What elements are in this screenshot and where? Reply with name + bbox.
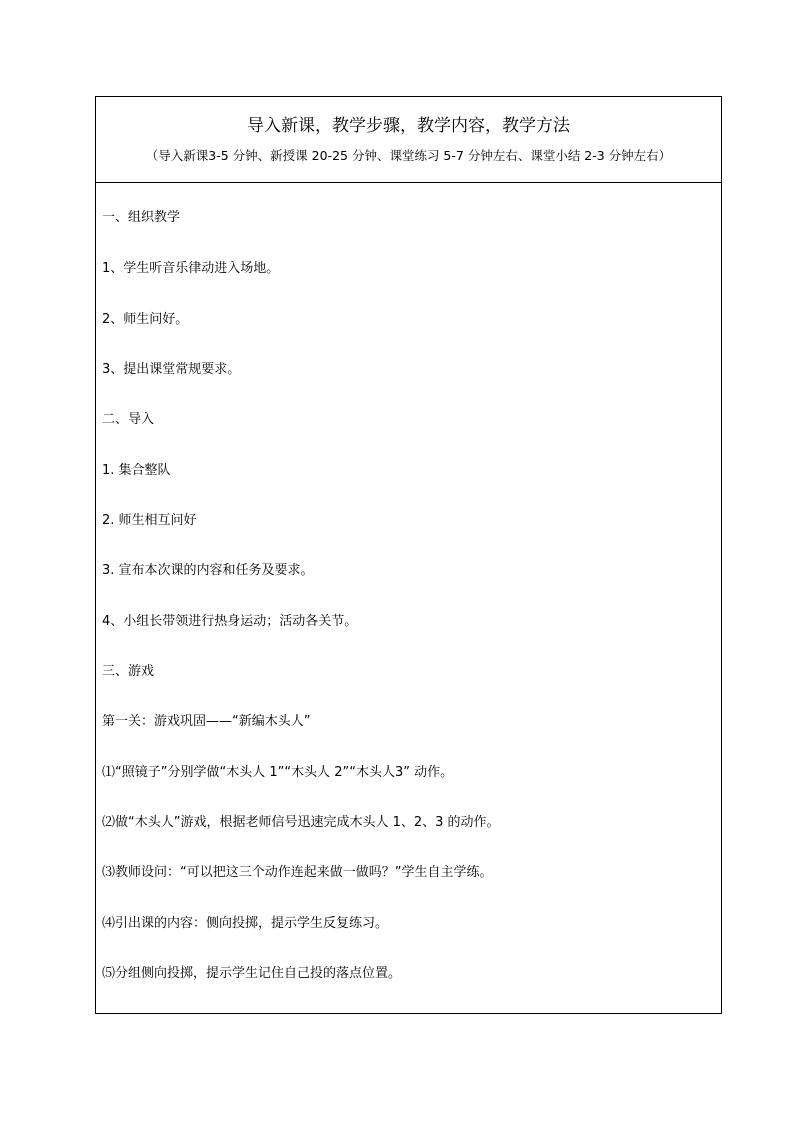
list-item: 2、师生问好。 [102,312,189,327]
list-item: 3. 宣布本次课的内容和任务及要求。 [102,563,314,578]
list-item: 1. 集合整队 [102,463,171,478]
game-level-heading: 第一关：游戏巩固——“新编木头人” [102,714,311,729]
list-item: 2. 师生相互问好 [102,513,197,528]
section-heading-intro: 二、导入 [102,412,155,427]
list-item: 3、提出课堂常规要求。 [102,362,241,377]
list-item: ⑸分组侧向投掷，提示学生记住自己投的落点位置。 [102,966,402,981]
section-heading-game: 三、游戏 [102,664,155,679]
lesson-plan-table [95,96,722,1014]
list-item: ⑶教师设问：“可以把这三个动作连起来做一做吗？”学生自主学练。 [102,865,493,880]
section-heading-organize: 一、组织教学 [102,210,181,225]
table-subtitle: （导入新课3-5 分钟、新授课 20-25 分钟、课堂练习 5-7 分钟左右、课堂小结 2-3 分钟左右） [145,148,672,163]
list-item: ⑷引出课的内容：侧向投掷，提示学生反复练习。 [102,916,389,931]
list-item: 4、小组长带领进行热身运动；活动各关节。 [102,614,358,629]
list-item: ⑴“照镜子”分别学做“木头人 1”“木头人 2”“木头人3” 动作。 [102,765,454,780]
table-body-cell [96,183,721,1013]
list-item: 1、学生听音乐律动进入场地。 [102,261,280,276]
list-item: ⑵做“木头人”游戏，根据老师信号迅速完成木头人 1、2、3 的动作。 [102,815,500,830]
table-header-cell [96,97,721,183]
table-title: 导入新课，教学步骤，教学内容，教学方法 [247,116,570,136]
